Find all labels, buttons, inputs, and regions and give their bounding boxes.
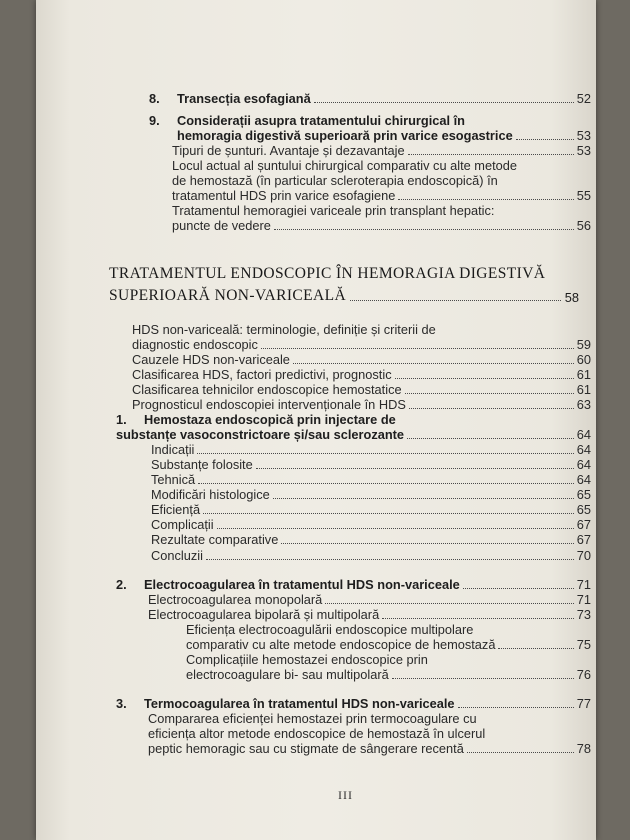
page-ref: 64 xyxy=(576,427,591,442)
entry-title: Tehnică xyxy=(151,472,196,487)
toc-subentry xyxy=(132,383,591,397)
section-number: 2. xyxy=(116,577,127,592)
leader-dots xyxy=(274,229,574,230)
entry-title: Rezultate comparative xyxy=(151,532,279,547)
page-ref: 53 xyxy=(576,143,591,158)
page-ref: 67 xyxy=(576,532,591,547)
page-ref: 58 xyxy=(564,290,579,305)
page-ref: 52 xyxy=(576,91,591,106)
leader-dots xyxy=(281,543,573,544)
toc-subentry xyxy=(148,742,591,756)
toc-subentry xyxy=(151,549,591,563)
page-ref: 64 xyxy=(576,472,591,487)
toc-subentry xyxy=(132,398,591,412)
section-title: Electrocoagularea în tratamentul HDS non-variceale xyxy=(144,577,460,592)
leader-dots xyxy=(405,393,574,394)
toc-subentry-line: Locul actual al șuntului chirurgical comparativ cu alte metode xyxy=(172,158,517,173)
toc-subentry-line: Compararea eficienței hemostazei prin termocoagulare cu xyxy=(148,711,477,726)
toc-subentry xyxy=(132,338,591,352)
leader-dots xyxy=(217,528,574,529)
page-ref: 75 xyxy=(576,637,591,652)
toc-section-1-line2 xyxy=(116,428,591,442)
entry-title: hemoragia digestivă superioară prin varice esogastrice xyxy=(177,128,513,143)
leader-dots xyxy=(407,438,574,439)
entry-title: Tipuri de șunturi. Avantaje și dezavantaje xyxy=(172,143,405,158)
leader-dots xyxy=(206,559,574,560)
chapter-title-line2 xyxy=(109,287,579,305)
toc-section-2 xyxy=(116,578,591,592)
entry-title: peptic hemoragic sau cu stigmate de sângerare recentă xyxy=(148,741,464,756)
entry-title: Indicații xyxy=(151,442,195,457)
leader-dots xyxy=(392,678,574,679)
toc-subentry-line: eficiența altor metode endoscopice de hemostază în ulcerul xyxy=(148,726,486,741)
page-ref: 55 xyxy=(576,188,591,203)
toc-subentry xyxy=(172,144,591,158)
page-ref: 64 xyxy=(576,442,591,457)
entry-title: Cauzele HDS non-variceale xyxy=(132,352,290,367)
entry-title: Electrocoagularea bipolară și multipolară xyxy=(148,607,380,622)
leader-dots xyxy=(382,618,574,619)
leader-dots xyxy=(395,378,574,379)
page-ref: 61 xyxy=(576,382,591,397)
entry-title: tratamentul HDS prin varice esofagiene xyxy=(172,188,396,203)
toc-subentry xyxy=(132,368,591,382)
entry-title: Concluzii xyxy=(151,548,203,563)
toc-subentry xyxy=(151,503,591,517)
leader-dots xyxy=(463,588,574,589)
entry-title: Prognosticul endoscopiei intervenționale în HDS xyxy=(132,397,406,412)
page-ref: 59 xyxy=(576,337,591,352)
leader-dots xyxy=(350,300,561,301)
toc-subentry xyxy=(151,473,591,487)
toc-entry-9-line1 xyxy=(149,114,465,128)
page-ref: 78 xyxy=(576,741,591,756)
page-ref: 76 xyxy=(576,667,591,682)
page-ref: 71 xyxy=(576,577,591,592)
toc-subentry-line: Tratamentul hemoragiei variceale prin transplant hepatic: xyxy=(172,203,495,218)
toc-section-1-line1 xyxy=(116,413,396,427)
toc-subentry-line: HDS non-variceală: terminologie, definiție și criterii de xyxy=(132,322,436,337)
page-ref: 71 xyxy=(576,592,591,607)
toc-subentry xyxy=(132,353,591,367)
section-number: 3. xyxy=(116,696,127,711)
toc-subentry xyxy=(148,593,591,607)
page-number: III xyxy=(338,788,353,802)
entry-title: comparativ cu alte metode endoscopice de hemostază xyxy=(186,637,496,652)
toc-subsubentry-line: Eficiența electrocoagulării endoscopice multipolare xyxy=(186,622,474,637)
entry-title: Clasificarea tehnicilor endoscopice hemostatice xyxy=(132,382,402,397)
page-ref: 70 xyxy=(576,548,591,563)
entry-title: Considerații asupra tratamentului chirurgical în xyxy=(177,113,465,128)
leader-dots xyxy=(293,363,574,364)
leader-dots xyxy=(197,453,573,454)
toc-subentry xyxy=(172,219,591,233)
toc-subentry xyxy=(151,443,591,457)
toc-subentry xyxy=(151,518,591,532)
leader-dots xyxy=(203,513,574,514)
toc-section-3 xyxy=(116,697,591,711)
chapter-title-text: SUPERIOARĂ NON-VARICEALĂ xyxy=(109,287,347,304)
leader-dots xyxy=(198,483,574,484)
leader-dots xyxy=(314,102,574,103)
leader-dots xyxy=(408,154,574,155)
toc-subsubentry xyxy=(186,668,591,682)
section-number: 1. xyxy=(116,412,127,427)
section-title: Hemostaza endoscopică prin injectare de xyxy=(144,412,396,427)
leader-dots xyxy=(325,603,573,604)
entry-title: puncte de vedere xyxy=(172,218,271,233)
page-ref: 53 xyxy=(576,128,591,143)
entry-title: Substanțe folosite xyxy=(151,457,253,472)
leader-dots xyxy=(498,648,573,649)
toc-entry-8 xyxy=(149,92,591,106)
page-ref: 73 xyxy=(576,607,591,622)
toc-subentry xyxy=(151,533,591,547)
leader-dots xyxy=(458,707,574,708)
entry-title: Clasificarea HDS, factori predictivi, prognostic xyxy=(132,367,392,382)
entry-title: Eficiență xyxy=(151,502,201,517)
page-ref: 56 xyxy=(576,218,591,233)
entry-title: electrocoagulare bi- sau multipolară xyxy=(186,667,389,682)
page-ref: 77 xyxy=(576,696,591,711)
toc-subsubentry-line: Complicațiile hemostazei endoscopice prin xyxy=(186,652,428,667)
page-ref: 65 xyxy=(576,487,591,502)
toc-entry-9-line2 xyxy=(177,129,591,143)
leader-dots xyxy=(261,348,574,349)
toc-subsubentry xyxy=(186,638,591,652)
section-title: Termocoagularea în tratamentul HDS non-variceale xyxy=(144,696,455,711)
page-ref: 67 xyxy=(576,517,591,532)
leader-dots xyxy=(398,199,573,200)
entry-title: Complicații xyxy=(151,517,214,532)
page-ref: 64 xyxy=(576,457,591,472)
leader-dots xyxy=(516,139,574,140)
entry-title: Transecția esofagiană xyxy=(177,91,311,106)
leader-dots xyxy=(467,752,574,753)
chapter-title-line1: TRATAMENTUL ENDOSCOPIC ÎN HEMORAGIA DIGESTIVĂ xyxy=(109,265,546,282)
toc-subentry xyxy=(151,458,591,472)
book-page xyxy=(36,0,596,840)
section-title: substanțe vasoconstrictoare și/sau sclerozante xyxy=(116,427,405,442)
toc-subentry xyxy=(148,608,591,622)
toc-subentry xyxy=(172,189,591,203)
toc-subentry xyxy=(151,488,591,502)
entry-title: Electrocoagularea monopolară xyxy=(148,592,323,607)
leader-dots xyxy=(273,498,574,499)
entry-title: Modificări histologice xyxy=(151,487,270,502)
page-ref: 63 xyxy=(576,397,591,412)
leader-dots xyxy=(256,468,574,469)
page-ref: 65 xyxy=(576,502,591,517)
entry-number: 8. xyxy=(149,91,160,106)
entry-number: 9. xyxy=(149,113,160,128)
toc-subentry-line: de hemostază (în particular scleroterapia endoscopică) în xyxy=(172,173,498,188)
leader-dots xyxy=(409,408,574,409)
page-ref: 61 xyxy=(576,367,591,382)
entry-title: diagnostic endoscopic xyxy=(132,337,258,352)
page-ref: 60 xyxy=(576,352,591,367)
